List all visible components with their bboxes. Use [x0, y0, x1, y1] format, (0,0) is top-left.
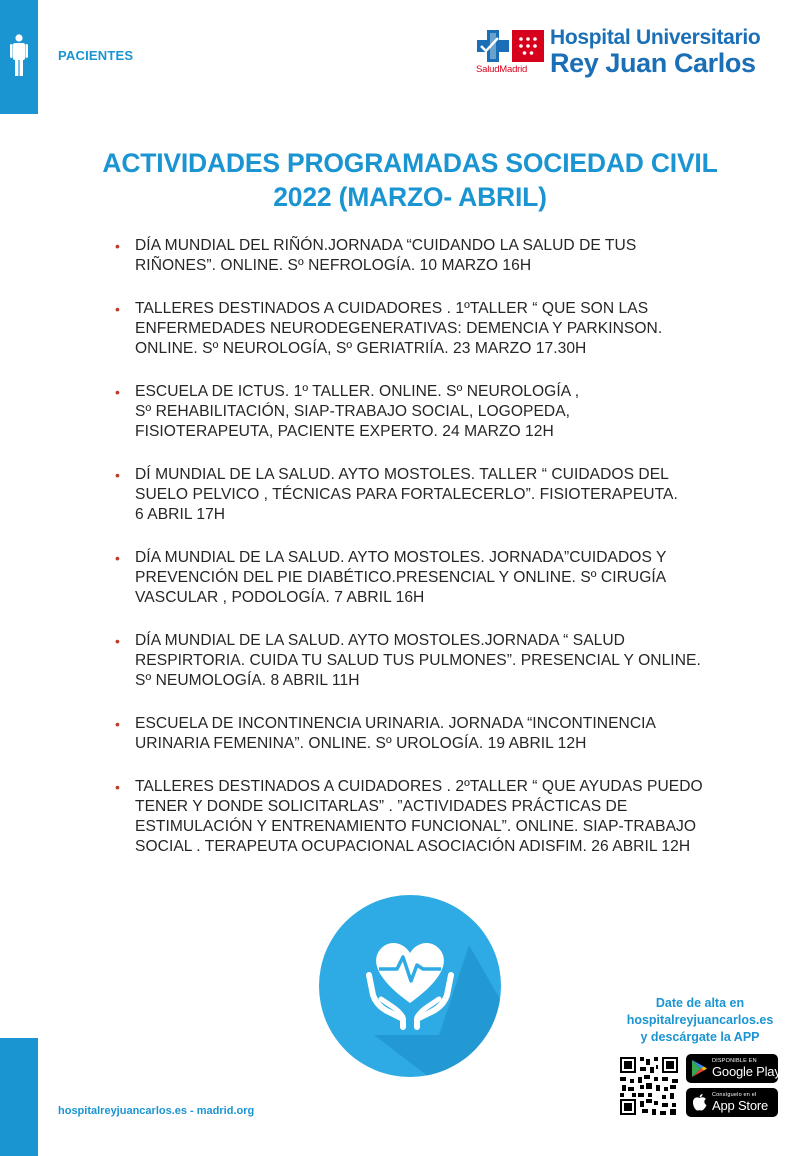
activity-text: TALLERES DESTINADOS A CUIDADORES . 1ºTALLER “ QUE SON LAS ENFERMEDADES NEURODEGENERATIVAS: DEMENCIA Y PARKINSON. ONLINE. Sº NEUROLOGÍA, Sº GERIATRIÍA. 23 MARZO 17.30H: [135, 300, 663, 357]
salud-madrid-label: SaludMadrid: [476, 64, 528, 75]
google-play-small-label: DISPONIBLE EN: [712, 1058, 757, 1064]
app-store-small-label: Consíguelo en el: [712, 1092, 757, 1098]
app-store-button[interactable]: [686, 1088, 778, 1117]
activity-item: [115, 382, 715, 442]
side-band-bottom: [0, 1038, 38, 1156]
title-line1: ACTIVIDADES PROGRAMADAS SOCIEDAD CIVIL: [102, 148, 718, 178]
hospital-logo[interactable]: [476, 26, 786, 80]
app-promo: [610, 995, 790, 1046]
activity-item: [115, 631, 715, 691]
app-store-label: App Store: [712, 1098, 769, 1113]
logo-line2: Rey Juan Carlos: [550, 48, 756, 78]
promo-line3: y descárgate la APP: [640, 1030, 760, 1044]
activity-text: DÍ MUNDIAL DE LA SALUD. AYTO MOSTOLES. TALLER “ CUIDADOS DEL SUELO PELVICO , TÉCNICAS PARA FORTALECERLO”. FISIOTERAPEUTA. 6 ABRIL 17H: [135, 466, 678, 523]
activity-list: [115, 236, 715, 880]
activity-text: DÍA MUNDIAL DE LA SALUD. AYTO MOSTOLES.JORNADA “ SALUD RESPIRTORIA. CUIDA TU SALUD TUS PULMONES”. PRESENCIAL Y ONLINE. Sº NEUMOLOGÍA. 8 ABRIL 11H: [135, 632, 701, 689]
activity-text: TALLERES DESTINADOS A CUIDADORES . 2ºTALLER “ QUE AYUDAS PUEDO TENER Y DONDE SOLICITARLAS” . ”ACTIVIDADES PRÁCTICAS DE ESTIMULACIÓN Y ENTRENAMIENTO FUNCIONAL”. ONLINE. SIAP-TRABAJO SOCIAL . TERAPEUTA OCUPACIONAL ASOCIACIÓN ADISFIM. 26 ABRIL 12H: [135, 778, 703, 855]
person-icon: [9, 34, 29, 78]
bullet-icon: •: [115, 716, 120, 732]
activity-text: DÍA MUNDIAL DE LA SALUD. AYTO MOSTOLES. JORNADA”CUIDADOS Y PREVENCIÓN DEL PIE DIABÉTICO.PRESENCIAL Y ONLINE. Sº CIRUGÍA VASCULAR , PODOLOGÍA. 7 ABRIL 16H: [135, 549, 667, 606]
apple-icon: [691, 1093, 708, 1112]
activity-text: ESCUELA DE ICTUS. 1º TALLER. ONLINE. Sº NEUROLOGÍA , Sº REHABILITACIÓN, SIAP-TRABAJO SOCIAL, LOGOPEDA, FISIOTERAPEUTA, PACIENTE EXPERTO. 24 MARZO 12H: [135, 383, 580, 440]
activity-item: [115, 777, 715, 857]
activity-item: [115, 548, 715, 608]
bullet-icon: •: [115, 633, 120, 649]
madrid-flag-icon: [512, 30, 544, 62]
bullet-icon: •: [115, 779, 120, 795]
bullet-icon: •: [115, 301, 120, 317]
google-play-icon: [691, 1059, 708, 1078]
activity-item: [115, 714, 715, 754]
activity-text: DÍA MUNDIAL DEL RIÑÓN.JORNADA “CUIDANDO LA SALUD DE TUS RIÑONES”. ONLINE. Sº NEFROLOGÍA. 10 MARZO 16H: [135, 237, 637, 274]
bullet-icon: •: [115, 550, 120, 566]
activity-item: [115, 299, 715, 359]
bullet-icon: •: [115, 384, 120, 400]
activity-item: [115, 236, 715, 276]
title-line2: 2022 (MARZO- ABRIL): [273, 182, 547, 212]
section-label: PACIENTES: [58, 48, 134, 63]
bullet-icon: •: [115, 238, 120, 254]
google-play-button[interactable]: [686, 1054, 781, 1083]
qr-code-icon[interactable]: [618, 1055, 680, 1117]
health-cross-icon: [476, 29, 510, 63]
bullet-icon: •: [115, 467, 120, 483]
footer-url[interactable]: hospitalreyjuancarlos.es - madrid.org: [58, 1105, 255, 1117]
google-play-label: Google Play: [712, 1064, 781, 1079]
heart-hands-icon: [319, 895, 501, 1077]
activity-item: [115, 465, 715, 525]
page-title: [40, 146, 780, 214]
logo-line1: Hospital Universitario: [550, 26, 761, 49]
promo-line2[interactable]: hospitalreyjuancarlos.es: [626, 1013, 774, 1027]
activity-text: ESCUELA DE INCONTINENCIA URINARIA. JORNADA “INCONTINENCIA URINARIA FEMENINA”. ONLINE. Sº UROLOGÍA. 19 ABRIL 12H: [135, 715, 656, 752]
promo-line1: Date de alta en: [655, 996, 745, 1010]
side-band-top: [0, 0, 38, 114]
